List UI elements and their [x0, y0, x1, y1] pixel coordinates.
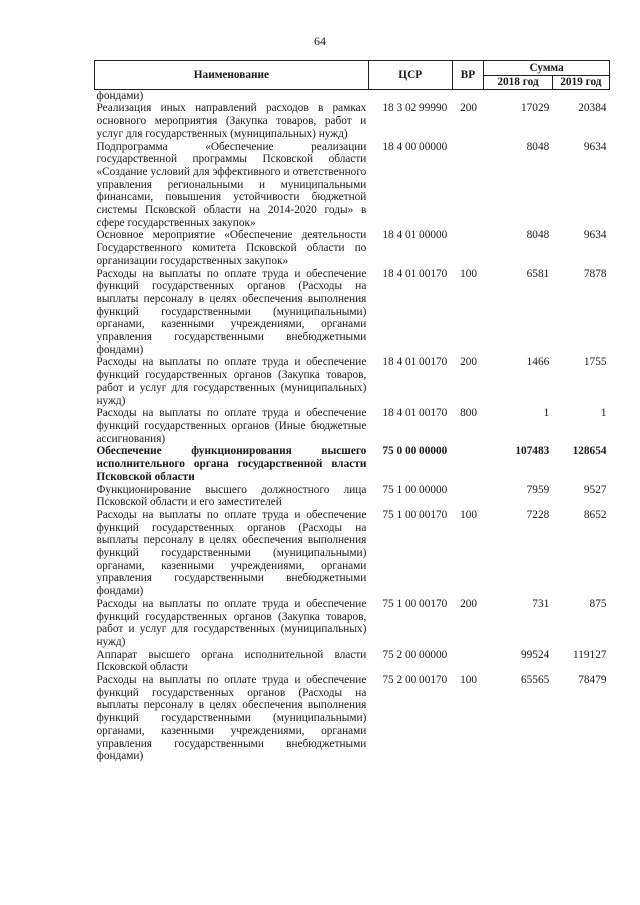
row-csr-code: 18 4 00 00000 — [382, 140, 448, 153]
row-csr-code: 75 1 00 00170 — [382, 508, 448, 521]
row-vr-code — [452, 445, 484, 483]
row-vr-code — [452, 89, 484, 102]
row-sum-2019: 20384 — [578, 102, 607, 115]
row-vr-code: 200 — [460, 102, 478, 115]
row-sum-2019: 875 — [589, 597, 607, 610]
row-sum-2018: 65565 — [521, 674, 550, 687]
row-name: Расходы на выплаты по оплате труда и обеспечение функций государственных органов (Расходы на выплаты персоналу в целях обеспечения выполнения функций государственными (муниципальными) органами, казенными учреждениями, органами управления государственными внебюджетными фондами) — [96, 674, 367, 763]
row-sum-2019: 9634 — [583, 229, 607, 242]
row-sum-2018: 7228 — [526, 508, 550, 521]
row-name: Функционирование высшего должностного лица Псковской области и его заместителей — [96, 483, 367, 509]
row-sum-2018: 7959 — [526, 483, 550, 496]
table-row — [95, 674, 610, 763]
row-csr-code: 18 4 01 00170 — [382, 267, 448, 280]
row-vr-code: 100 — [460, 508, 478, 521]
budget-table — [94, 60, 610, 763]
row-sum-2018 — [484, 89, 552, 102]
row-vr-code: 800 — [460, 407, 478, 420]
table-row — [95, 445, 610, 483]
row-csr-code: 75 1 00 00170 — [382, 597, 448, 610]
row-sum-2018: 8048 — [526, 140, 550, 153]
table-row — [95, 649, 610, 674]
table-row — [95, 141, 610, 230]
row-sum-2019 — [552, 89, 609, 102]
table-row — [95, 509, 610, 598]
table-row — [95, 229, 610, 267]
row-csr-code: 75 2 00 00000 — [382, 648, 448, 661]
row-vr-code: 200 — [460, 356, 478, 369]
row-sum-2019: 9634 — [583, 140, 607, 153]
table-row — [95, 356, 610, 407]
row-sum-2018: 731 — [532, 597, 550, 610]
header-vr: ВР — [452, 61, 484, 90]
header-sum: Сумма — [484, 61, 610, 76]
row-sum-2019: 7878 — [583, 267, 607, 280]
row-vr-code: 100 — [460, 674, 478, 687]
row-vr-code — [452, 229, 484, 267]
row-sum-2018: 107483 — [515, 445, 550, 458]
row-name: Подпрограмма «Обеспечение реализации государственной программы Псковской области «Создание условий для эффективного и ответственного управления региональными и муниципальными финансами, повышения устойчивости бюджетной системы Псковской области на 2014-2020 годы» в сфере государственных закупок» — [96, 140, 367, 229]
row-vr-code: 100 — [460, 267, 478, 280]
row-sum-2018: 1 — [543, 407, 550, 420]
row-sum-2018: 99524 — [521, 648, 550, 661]
row-name: Основное мероприятие «Обеспечение деятельности Государственного комитета Псковской области по организации государственных закупок» — [96, 229, 367, 267]
row-sum-2019: 128654 — [572, 445, 607, 458]
row-sum-2019: 1755 — [583, 356, 607, 369]
row-csr-code: 18 4 01 00170 — [382, 356, 448, 369]
row-name: Обеспечение функционирования высшего исполнительного органа государственной власти Псковской области — [96, 445, 367, 483]
row-vr-code: 200 — [460, 597, 478, 610]
table-row — [95, 102, 610, 140]
header-year-2019: 2019 год — [552, 76, 609, 90]
page-number: 64 — [314, 34, 326, 48]
row-sum-2019: 1 — [600, 407, 607, 420]
row-name: Расходы на выплаты по оплате труда и обеспечение функций государственных органов (Расходы на выплаты персоналу в целях обеспечения выполнения функций государственными (муниципальными) органами, казенными учреждениями, органами управления государственными внебюджетными фондами) — [96, 508, 367, 598]
row-name: Расходы на выплаты по оплате труда и обеспечение функций государственных органов (Закупка товаров, работ и услуг для государственных (муниципальных) нужд) — [96, 356, 367, 407]
row-name: Реализация иных направлений расходов в рамках основного мероприятия (Закупка товаров, работ и услуг для государственных (муниципальных) нужд) — [96, 102, 367, 140]
header-name: Наименование — [95, 61, 369, 90]
row-name: Расходы на выплаты по оплате труда и обеспечение функций государственных органов (Расходы на выплаты персоналу в целях обеспечения выполнения функций государственными (муниципальными) органами, казенными учреждениями, органами управления государственными внебюджетными фондами) — [96, 267, 367, 356]
table-row — [95, 89, 610, 102]
row-csr-code: 75 1 00 00000 — [382, 483, 448, 496]
row-sum-2018: 8048 — [526, 229, 550, 242]
header-year-2018: 2018 год — [484, 76, 552, 90]
row-name: Расходы на выплаты по оплате труда и обеспечение функций государственных органов (Иные бюджетные ассигнования) — [96, 407, 367, 445]
row-vr-code — [452, 649, 484, 674]
row-vr-code — [452, 484, 484, 509]
row-csr-code — [368, 89, 452, 102]
table-row — [95, 598, 610, 649]
row-csr-code: 75 0 00 00000 — [382, 445, 448, 458]
table-row — [95, 484, 610, 509]
row-sum-2019: 78479 — [578, 674, 607, 687]
row-csr-code: 18 3 02 99990 — [382, 102, 448, 115]
row-sum-2019: 119127 — [573, 648, 607, 661]
row-csr-code: 75 2 00 00170 — [382, 674, 448, 687]
row-csr-code: 18 4 01 00000 — [382, 229, 448, 242]
table-row — [95, 268, 610, 357]
row-sum-2018: 17029 — [521, 102, 550, 115]
row-sum-2018: 6581 — [526, 267, 550, 280]
row-vr-code — [452, 141, 484, 230]
row-name: Аппарат высшего органа исполнительной власти Псковской области — [96, 648, 367, 674]
row-name: Расходы на выплаты по оплате труда и обеспечение функций государственных органов (Закупка товаров, работ и услуг для государственных (муниципальных) нужд) — [96, 597, 367, 648]
row-sum-2019: 9527 — [583, 483, 607, 496]
header-csr: ЦСР — [368, 61, 452, 90]
row-sum-2019: 8652 — [583, 508, 607, 521]
row-csr-code: 18 4 01 00170 — [382, 407, 448, 420]
table-body — [95, 89, 610, 763]
row-sum-2018: 1466 — [526, 356, 550, 369]
row-name: фондами) — [96, 89, 144, 102]
table-row — [95, 407, 610, 445]
